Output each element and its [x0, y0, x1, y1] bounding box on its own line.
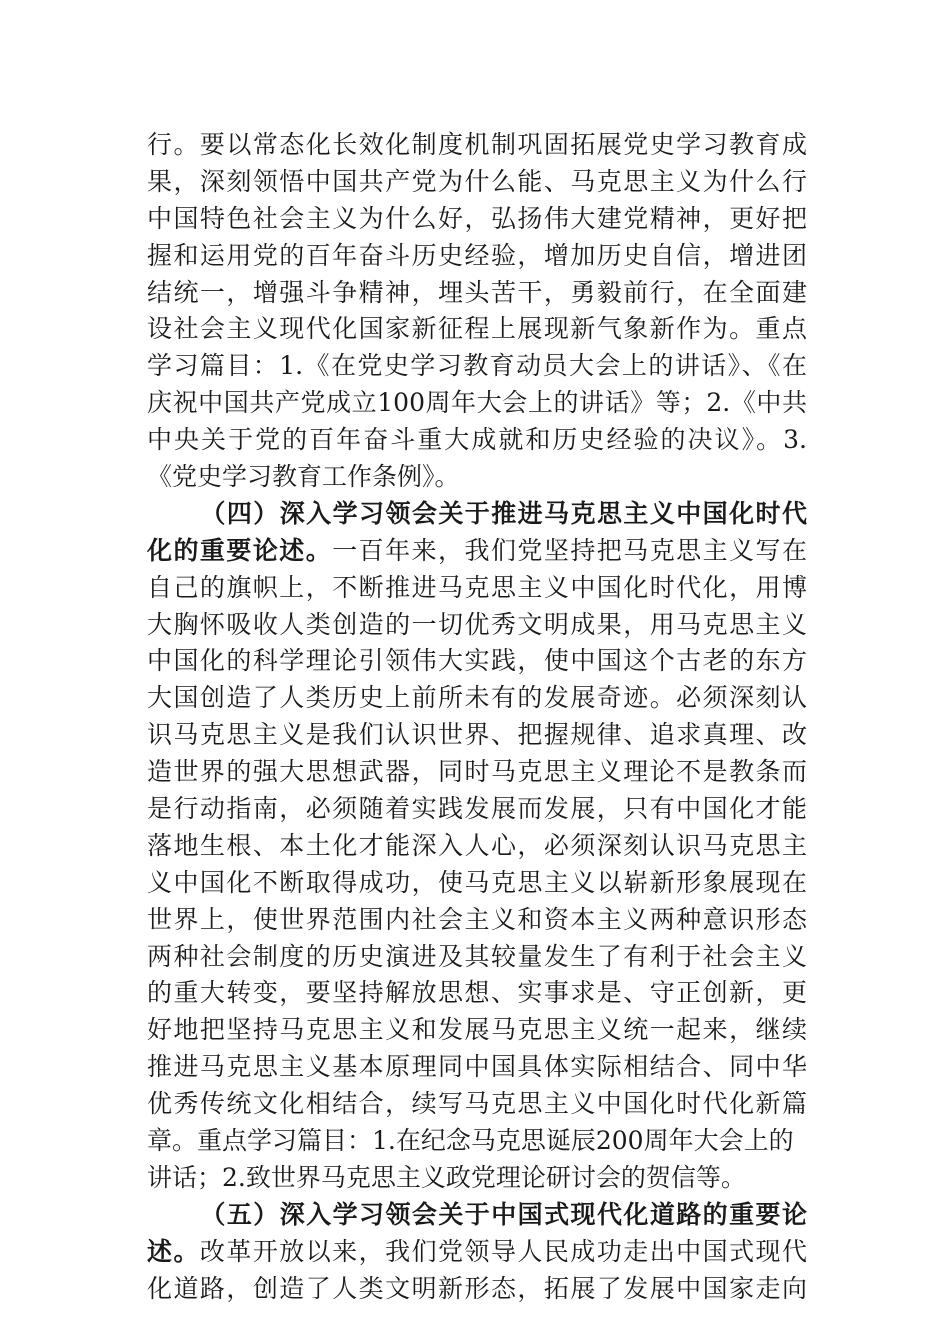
section-heading: （四）深入学习领会关于推进马克思主义中国化时代 [199, 498, 807, 528]
line-text: 中国化的科学理论引领伟大实践，使中国这个古老的东方 [147, 646, 807, 676]
text-line [147, 570, 807, 607]
line-text: 行。要以常态化长效化制度机制巩固拓展党史学习教育成 [147, 130, 807, 159]
line-text: 大胸怀吸收人类创造的一切优秀文明成果，用马克思主义 [147, 609, 807, 639]
text-line [147, 1197, 807, 1234]
line-text: 中央关于党的百年奋斗重大成就和历史经验的决议》。3. [147, 425, 807, 455]
text-line [147, 496, 807, 533]
text-line [147, 348, 807, 385]
line-text: 大国创造了人类历史上前所未有的发展奇迹。必须深刻认 [147, 683, 807, 713]
line-text: 落地生根、本土化才能深入人心，必须深刻认识马克思主 [147, 830, 807, 860]
section-heading: 化的重要论述。 [147, 535, 333, 565]
text-line [147, 459, 807, 496]
line-text: 改革开放以来，我们党领导人民成功走出中国式现代 [199, 1236, 807, 1266]
line-text: 果，深刻领悟中国共产党为什么能、马克思主义为什么行 [147, 166, 807, 196]
text-line [147, 127, 807, 164]
line-text: 庆祝中国共产党成立100周年大会上的讲话》等；2.《中共 [147, 388, 807, 418]
text-line [147, 717, 807, 754]
line-text: 优秀传统文化相结合，续写马克思主义中国化时代化新篇 [147, 1089, 807, 1119]
line-text: 自己的旗帜上，不断推进马克思主义中国化时代化，用博 [147, 572, 807, 602]
line-text: 两种社会制度的历史演进及其较量发生了有利于社会主义 [147, 941, 807, 971]
text-line [147, 791, 807, 828]
line-text: 世界上，使世界范围内社会主义和资本主义两种意识形态 [147, 904, 807, 934]
text-line [147, 939, 807, 976]
text-line [147, 754, 807, 791]
text-line [147, 680, 807, 717]
section-heading: 述。 [147, 1236, 200, 1266]
text-line [147, 1086, 807, 1123]
text-line [147, 385, 807, 422]
line-text: 化道路，创造了人类文明新形态，拓展了发展中国家走向 [147, 1273, 807, 1303]
text-line [147, 533, 807, 570]
text-line [147, 607, 807, 644]
text-line [147, 422, 807, 459]
line-text: 《党史学习教育工作条例》。 [147, 462, 460, 492]
line-text: 识马克思主义是我们认识世界、把握规律、追求真理、改 [147, 720, 807, 750]
line-text: 好地把坚持马克思主义和发展马克思主义统一起来，继续 [147, 1015, 807, 1045]
body-text [147, 127, 807, 1308]
text-line [147, 275, 807, 312]
line-text: 中国特色社会主义为什么好，弘扬伟大建党精神，更好把 [147, 203, 807, 233]
line-text: 造世界的强大思想武器，同时马克思主义理论不是教条而 [147, 757, 807, 787]
line-text: 学习篇目：1.《在党史学习教育动员大会上的讲话》、《在 [147, 351, 807, 381]
text-line [147, 1049, 807, 1086]
line-text: 设社会主义现代化国家新征程上展现新气象新作为。重点 [147, 314, 807, 344]
text-line [147, 975, 807, 1012]
line-text: 义中国化不断取得成功，使马克思主义以崭新形象展现在 [147, 867, 807, 897]
text-line [147, 311, 807, 348]
line-text: 握和运用党的百年奋斗历史经验，增加历史自信，增进团 [147, 240, 807, 270]
text-line [147, 164, 807, 201]
text-line [147, 1271, 807, 1308]
section-heading: （五）深入学习领会关于中国式现代化道路的重要论 [199, 1199, 807, 1229]
line-text: 讲话；2.致世界马克思主义政党理论研讨会的贺信等。 [147, 1162, 746, 1192]
text-line [147, 902, 807, 939]
text-line [147, 1012, 807, 1049]
line-text: 的重大转变，要坚持解放思想、实事求是、守正创新，更 [147, 978, 807, 1008]
line-text: 是行动指南，必须随着实践发展而发展，只有中国化才能 [147, 794, 807, 824]
text-line [147, 865, 807, 902]
text-line [147, 1123, 807, 1160]
line-text: 推进马克思主义基本原理同中国具体实际相结合、同中华 [147, 1052, 807, 1082]
text-line [147, 238, 807, 275]
line-text: 章。重点学习篇目：1.在纪念马克思诞辰200周年大会上的 [147, 1126, 794, 1156]
text-line [147, 201, 807, 238]
line-text: 结统一，增强斗争精神，埋头苦干，勇毅前行，在全面建 [147, 277, 807, 307]
line-text: 一百年来，我们党坚持把马克思主义写在 [332, 535, 807, 565]
text-line [147, 828, 807, 865]
text-line [147, 1234, 807, 1271]
text-line [147, 1160, 807, 1197]
text-line [147, 643, 807, 680]
